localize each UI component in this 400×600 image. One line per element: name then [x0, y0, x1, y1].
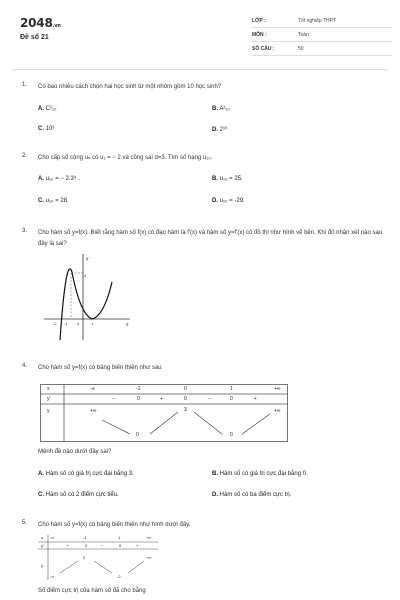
x-tick-label: -2 — [53, 321, 57, 326]
question-text: Cho hàm số y=f(x) có bảng biến thiên như sau — [38, 365, 162, 371]
exam-header — [16, 14, 388, 64]
question-text: Cho hàm số y=f(x) có bảng biến thiên như hình dưới đây. — [38, 522, 191, 528]
x-tick-label: 1 — [91, 321, 94, 326]
option-2c[interactable]: C. u₁₀ = 28. — [38, 198, 69, 204]
x-tick-label: 0 — [77, 321, 80, 326]
variation-table-5: x -∞ -1 1 +∞ y' + 0 − 0 + y -∞ 2 -2 +∞ — [41, 535, 152, 579]
y-axis-label: y — [86, 256, 89, 262]
option-1a[interactable]: A. C²₁₀ — [38, 106, 57, 112]
site-logo[interactable]: 2048.vn — [20, 16, 61, 30]
x-tick-label: -1 — [64, 321, 68, 326]
option-1b[interactable]: B. A²₁₀ — [212, 106, 230, 112]
option-2a[interactable]: A. u₁₀ = − 2.3⁹ . — [38, 176, 80, 182]
option-4c[interactable]: C. Hàm số có 2 điểm cực tiểu. — [38, 492, 119, 498]
y-tick-label: 4 — [84, 273, 87, 278]
question-text: Có bao nhiêu cách chọn hai học sinh từ một nhóm gồm 10 học sinh? — [38, 84, 222, 90]
meta-row-class: LỚP : Tốt nghiệp THPT — [252, 14, 392, 28]
header-divider — [12, 69, 388, 70]
exam-page: 2048.vn Đề số 21 LỚP : Tốt nghiệp THPT MÔN : Toán SỐ CÂU : 50 1. Có bao nhiêu cách chọn hai học sinh từ một nhóm gồm 10 học sinh? A. C²₁₀ B. A²₁₀ C. 10² D. 2¹⁰ 2. Cho cấp số cộng uₙ có u₁ = − 2 và công sai d=3. Tìm số hạng u₁₀. A. u₁₀ = − 2.3⁹ . B. u₁₀ = 25. C. u₁₀ = 28. D. u₁₀ = -29. 3. Cho hàm số y=f(x). Biết rằng hàm số f(x) có đạo hàm là f'(x) và hàm số y=f'(x) có đồ thị như hình vẽ bên. Khi đó nhận xét nào sau đây là sai? y x 4 -2 -1 0 1 4. Cho hàm số y=f(x) có bảng biến thiên như sau x -∞ -1 0 1 +∞ y' − 0 + 0 − 0 + y +∞ 0 3 0 +∞ Mệnh đề nào dưới đây sai? A. Hàm số có giá trị cực đại bằng 3. B. Hàm số có giá trị cực đại bằng 0. C. Hàm số có 2 điểm cực tiểu. D. Hàm số có ba điểm cực trị. 5. Cho hàm số y=f(x) có bảng biến thiên như hình dưới đây. x -∞ -1 1 +∞ y' + 0 − 0 + y -∞ 2 -2 +∞ Số điểm cực trị của hàm số đã cho bằng — [0, 0, 400, 600]
option-1c[interactable]: C. 10² — [38, 126, 55, 132]
option-4b[interactable]: B. Hàm số có giá trị cực đại bằng 0. — [212, 471, 308, 477]
exam-code: Đề số 21 — [20, 34, 49, 41]
question-text: Cho hàm số y=f(x). Biết rằng hàm số f(x) có đạo hàm là f'(x) và hàm số y=f'(x) có đồ thị như hình vẽ bên. Khi đó nhận xét nào sau đây là sai? — [38, 230, 383, 247]
question-5-prompt: Số điểm cực trị của hàm số đã cho bằng — [38, 588, 146, 594]
variation-table-4: x -∞ -1 0 1 +∞ y' − 0 + 0 − 0 + y +∞ 0 3 0 +∞ — [40, 384, 288, 442]
derivative-graph — [42, 252, 132, 342]
question-4-prompt: Mệnh đề nào dưới đây sai? — [38, 449, 112, 455]
exam-meta — [252, 14, 392, 56]
derivative-curve — [60, 269, 112, 340]
option-2b[interactable]: B. u₁₀ = 25. — [212, 176, 243, 182]
question-text: Cho cấp số cộng uₙ có u₁ = − 2 và công sai d=3. Tìm số hạng u₁₀. — [38, 155, 213, 161]
x-axis-label: x — [126, 322, 129, 328]
option-2d[interactable]: D. u₁₀ = -29. — [212, 198, 245, 204]
meta-row-subject: MÔN : Toán — [252, 28, 392, 42]
option-1d[interactable]: D. 2¹⁰ — [212, 127, 228, 133]
option-4d[interactable]: D. Hàm số có ba điểm cực trị. — [212, 492, 292, 498]
option-4a[interactable]: A. Hàm số có giá trị cực đại bằng 3. — [38, 471, 134, 477]
meta-row-count: SỐ CÂU : 50 — [252, 42, 392, 56]
